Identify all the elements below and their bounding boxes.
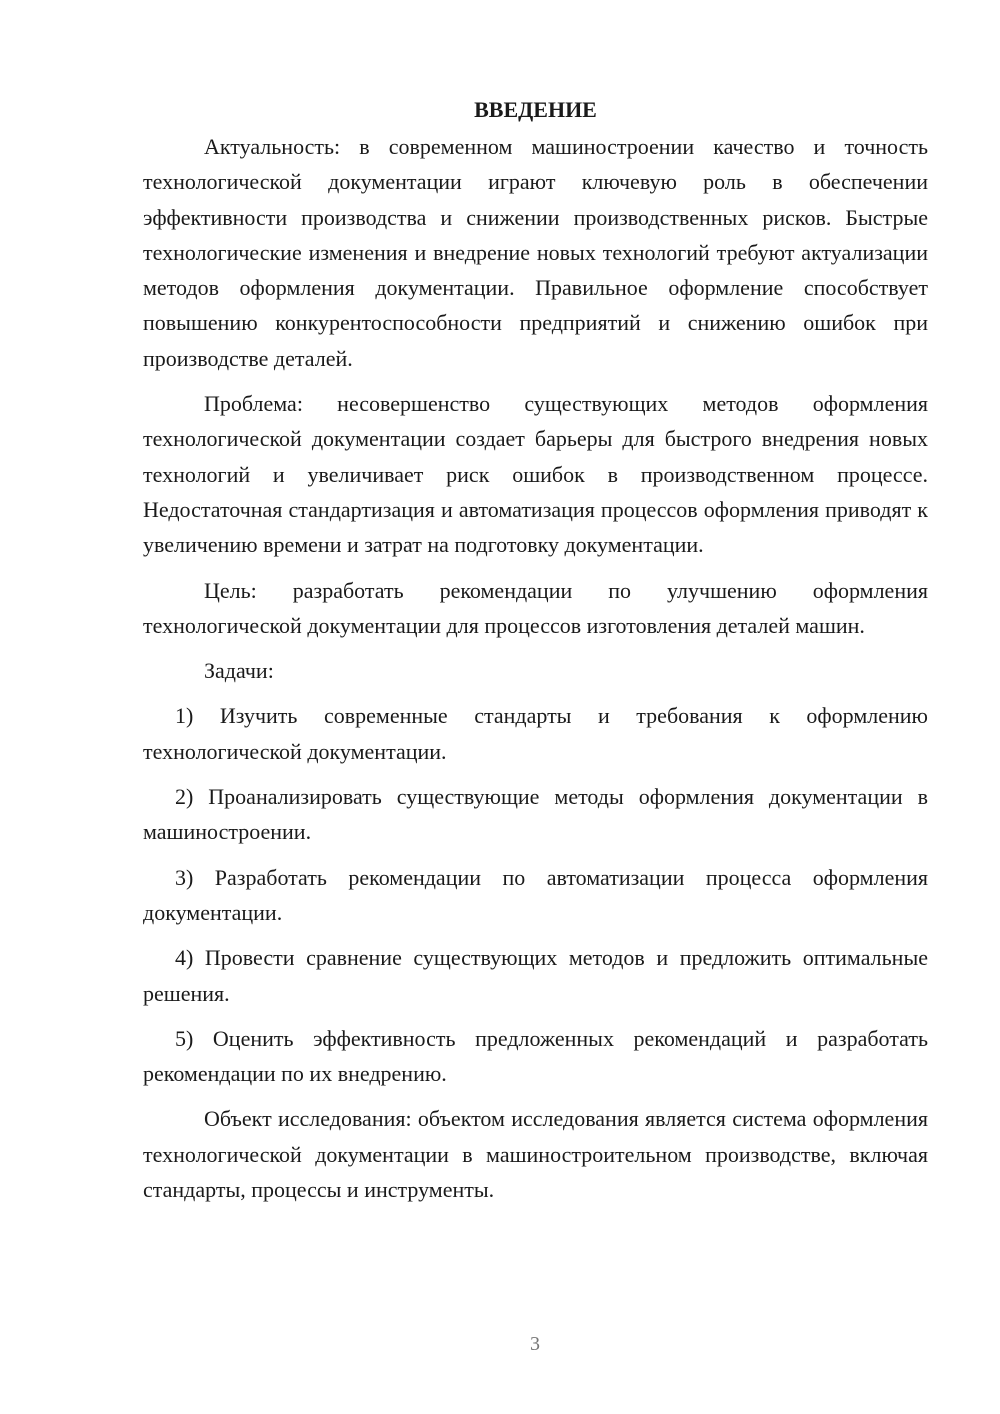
paragraph-goal: Цель: разработать рекомендации по улучшению оформления технологической документации для процессов изготовления деталей машин.	[143, 577, 928, 638]
tasks-heading: Задачи:	[204, 658, 274, 684]
task-item-3: 3) Разработать рекомендации по автоматизации процесса оформления документации.	[143, 864, 928, 925]
task-item-1: 1) Изучить современные стандарты и требования к оформлению технологической документации.	[143, 703, 928, 764]
page-number: 3	[530, 1333, 540, 1355]
paragraph-object: Объект исследования: объектом исследования является система оформления технологической документации в машиностроительном производстве, включая стандарты, процессы и инструменты.	[143, 1106, 928, 1203]
page-content	[143, 92, 928, 1217]
paragraph-relevance: Актуальность: в современном машиностроении качество и точность технологической документации играют ключевую роль в обеспечении эффективности производства и снижении производственных рисков. Быстрые технологические изменения и внедрение новых технологий требуют актуализации методов оформления документации. Правильное оформление способствует повышению конкурентоспособности предприятий и снижению ошибок при производстве деталей.	[143, 134, 928, 371]
section-title: ВВЕДЕНИЕ	[474, 97, 597, 122]
task-item-2: 2) Проанализировать существующие методы оформления документации в машиностроении.	[143, 784, 928, 845]
task-item-5: 5) Оценить эффективность предложенных рекомендаций и разработать рекомендации по их внедрению.	[143, 1025, 928, 1087]
paragraph-problem: Проблема: несовершенство существующих методов оформления технологической документации создает барьеры для быстрого внедрения новых технологий и увеличивает риск ошибок в производственном процессе. Недостаточная стандартизация и автоматизация процессов оформления приводят к увеличению времени и затрат на подготовку документации.	[143, 391, 928, 558]
task-item-4: 4) Провести сравнение существующих методов и предложить оптимальные решения.	[143, 945, 928, 1006]
